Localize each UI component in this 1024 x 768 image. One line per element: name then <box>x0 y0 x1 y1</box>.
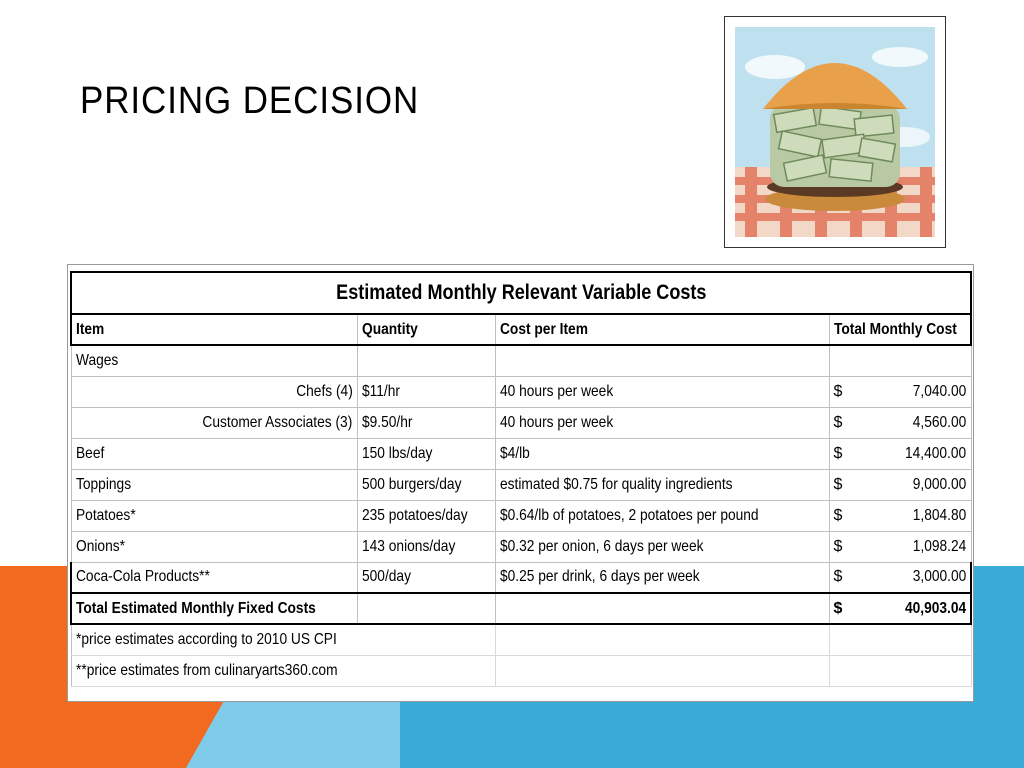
table-row <box>71 562 971 593</box>
empty-cell <box>829 624 971 655</box>
item-cell: Coca-Cola Products** <box>71 562 357 593</box>
total-cell: $ 7,040.00 <box>829 376 971 407</box>
grand-total-cell: $ 40,903.04 <box>829 593 971 624</box>
footnote-culinaryarts: **price estimates from culinaryarts360.com <box>71 655 495 686</box>
empty-cell <box>829 655 971 686</box>
table-row <box>71 469 971 500</box>
total-cell: $ 3,000.00 <box>829 562 971 593</box>
cost-cell: 40 hours per week <box>495 376 829 407</box>
quantity-cell <box>357 593 495 624</box>
table-row <box>71 531 971 562</box>
footnote-row <box>71 624 971 655</box>
header-cost-per-item: Cost per Item <box>495 314 829 345</box>
item-cell: Customer Associates (3) <box>71 407 357 438</box>
footnote-row <box>71 655 971 686</box>
total-label: Total Estimated Monthly Fixed Costs <box>71 593 357 624</box>
total-cell: $ 4,560.00 <box>829 407 971 438</box>
quantity-cell: 150 lbs/day <box>357 438 495 469</box>
quantity-cell <box>357 345 495 376</box>
cost-cell <box>495 593 829 624</box>
quantity-cell: 143 onions/day <box>357 531 495 562</box>
table-row <box>71 407 971 438</box>
item-cell: Potatoes* <box>71 500 357 531</box>
total-cell: $ 1,804.80 <box>829 500 971 531</box>
table-header-row <box>71 314 971 345</box>
header-quantity: Quantity <box>357 314 495 345</box>
quantity-cell: $11/hr <box>357 376 495 407</box>
cost-cell: $4/lb <box>495 438 829 469</box>
item-cell: Onions* <box>71 531 357 562</box>
cost-cell: $0.64/lb of potatoes, 2 potatoes per pound <box>495 500 829 531</box>
table-row <box>71 438 971 469</box>
variable-costs-table <box>70 271 972 687</box>
total-cell: $ 1,098.24 <box>829 531 971 562</box>
money-burger-icon <box>735 27 935 237</box>
quantity-cell: $9.50/hr <box>357 407 495 438</box>
footnote-cpi: *price estimates according to 2010 US CPI <box>71 624 495 655</box>
table-row <box>71 500 971 531</box>
empty-cell <box>495 655 829 686</box>
money-burger-picture <box>724 16 946 248</box>
quantity-cell: 500 burgers/day <box>357 469 495 500</box>
table-row <box>71 376 971 407</box>
table-caption: Estimated Monthly Relevant Variable Costs <box>71 272 971 314</box>
cost-cell: 40 hours per week <box>495 407 829 438</box>
cost-cell: $0.32 per onion, 6 days per week <box>495 531 829 562</box>
total-row <box>71 593 971 624</box>
cost-cell <box>495 345 829 376</box>
header-item: Item <box>71 314 357 345</box>
slide-title: PRICING DECISION <box>80 80 420 122</box>
total-cell: $ 14,400.00 <box>829 438 971 469</box>
item-cell: Toppings <box>71 469 357 500</box>
quantity-cell: 500/day <box>357 562 495 593</box>
cost-cell: $0.25 per drink, 6 days per week <box>495 562 829 593</box>
cost-cell: estimated $0.75 for quality ingredients <box>495 469 829 500</box>
empty-cell <box>495 624 829 655</box>
quantity-cell: 235 potatoes/day <box>357 500 495 531</box>
total-cell <box>829 345 971 376</box>
table-row <box>71 345 971 376</box>
item-cell: Beef <box>71 438 357 469</box>
cost-table-container <box>67 264 974 702</box>
total-cell: $ 9,000.00 <box>829 469 971 500</box>
item-cell: Wages <box>71 345 357 376</box>
item-cell: Chefs (4) <box>71 376 357 407</box>
header-total-monthly-cost: Total Monthly Cost <box>829 314 971 345</box>
